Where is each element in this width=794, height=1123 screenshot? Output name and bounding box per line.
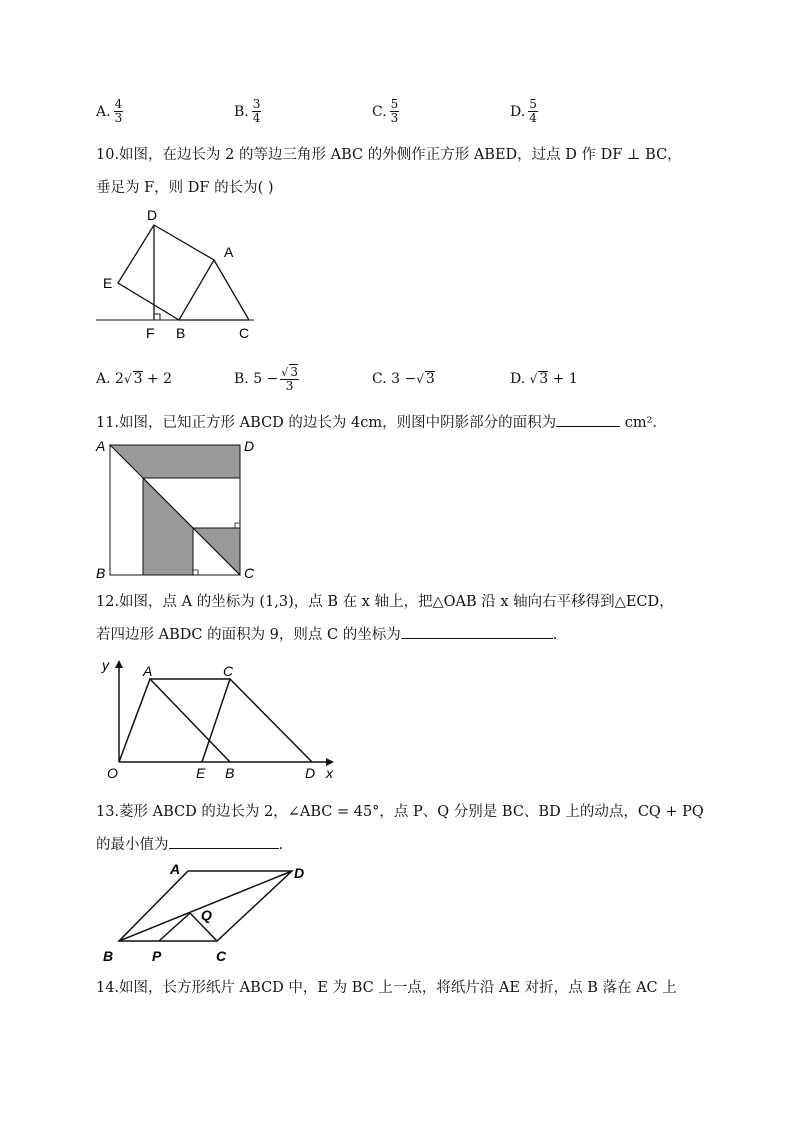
label-p: P <box>152 948 162 964</box>
label-a: A <box>224 244 234 260</box>
q10-option-a: A. 2√ 3 + 2 <box>96 371 173 387</box>
label-x: x <box>326 765 333 781</box>
q11-question: 11.如图，已知正方形 ABCD 的边长为 4cm，则图中阴影部分的面积为 <box>96 415 557 431</box>
right-angle-mark <box>193 570 198 575</box>
label-b: B <box>225 765 235 781</box>
option-label: C. <box>372 103 387 120</box>
label-c: C <box>239 325 250 341</box>
q13-line1: 13.菱形 ABCD 的边长为 2，∠ABC = 45°，点 P、Q 分别是 BC、BD 上的动点，CQ + PQ <box>96 804 704 820</box>
radicand: 3 <box>133 371 143 387</box>
option-label: B. <box>234 370 249 387</box>
q11-text <box>96 411 657 432</box>
fraction <box>252 98 262 125</box>
q9-option-d <box>510 98 538 125</box>
label-q: Q <box>201 907 212 923</box>
label-d: D <box>244 438 255 454</box>
triangle-abc <box>179 260 249 320</box>
label-b: B <box>176 325 186 341</box>
label-c: C <box>216 948 227 964</box>
q12-line2 <box>96 623 557 644</box>
label-f: F <box>146 325 155 341</box>
label-y: y <box>102 657 109 673</box>
label-e: E <box>196 765 206 781</box>
option-label: B. <box>234 103 249 120</box>
option-label: C. <box>372 371 387 387</box>
shaded-top <box>110 445 240 478</box>
numerator: 4 <box>114 97 123 111</box>
right-angle-mark <box>154 314 160 320</box>
q12-figure <box>98 654 348 784</box>
q12-question: 若四边形 ABDC 的面积为 9，则点 C 的坐标为 <box>96 627 401 643</box>
square-abed <box>118 225 214 320</box>
option-label: D. <box>510 371 526 387</box>
coef: 2 <box>115 371 124 387</box>
right-angle-mark <box>235 523 240 528</box>
numerator: 5 <box>529 97 537 111</box>
label-a: A <box>96 438 106 454</box>
fraction: $\frac{√ 3}{3}$ <box>281 365 298 393</box>
q10-line1: 10.如图，在边长为 2 的等边三角形 ABC 的外侧作正方形 ABED，过点 D 作 DF ⊥ BC， <box>96 147 682 163</box>
option-pre: 5 − <box>253 370 279 387</box>
q13-line2 <box>96 833 283 854</box>
q14-line1: 14.如图，长方形纸片 ABCD 中，E 为 BC 上一点，将纸片沿 AE 对折，点 B 落在 AC 上 <box>96 980 677 996</box>
denominator: 3 <box>114 111 123 125</box>
denominator: 3 <box>390 111 399 125</box>
q11-figure <box>92 436 262 582</box>
q13-question: 的最小值为 <box>96 837 169 853</box>
option-rest: + 2 <box>142 371 173 387</box>
option-label: D. <box>510 103 526 120</box>
label-d: D <box>305 765 316 781</box>
q10-option-c: C. 3 −√ 3 <box>372 371 435 387</box>
label-e: E <box>103 275 113 291</box>
diagonal-bd <box>119 871 292 941</box>
label-b: B <box>103 948 114 964</box>
radicand: 3 <box>290 365 298 379</box>
fraction <box>114 98 124 125</box>
q10-figure <box>94 205 264 345</box>
numerator: 5 <box>390 97 399 111</box>
triangle-oab <box>119 679 230 762</box>
label-o: O <box>107 765 118 781</box>
q10-option-d: D. √ 3 + 1 <box>510 371 578 387</box>
denominator: 4 <box>529 111 537 125</box>
q10-line2: 垂足为 F，则 DF 的长为( ) <box>96 180 274 196</box>
label-c: C <box>223 663 234 679</box>
q9-option-b <box>234 98 261 125</box>
answer-blank <box>401 638 553 639</box>
denominator: 4 <box>252 111 261 125</box>
denominator: 3 <box>285 379 294 393</box>
q13-end: . <box>278 837 284 853</box>
label-c: C <box>244 565 255 581</box>
option-label: A. <box>96 371 111 387</box>
label-b: B <box>96 565 106 581</box>
answer-blank <box>556 426 620 427</box>
fraction <box>390 98 400 125</box>
fraction <box>528 98 538 125</box>
y-axis-arrow <box>115 660 123 668</box>
q12-end: . <box>552 627 558 643</box>
numerator: 3 <box>252 97 261 111</box>
q10-option-b <box>234 364 299 393</box>
q9-option-a <box>96 98 123 125</box>
label-d: D <box>294 865 305 881</box>
q12-line1: 12.如图，点 A 的坐标为 (1,3)，点 B 在 x 轴上，把△OAB 沿 x 轴向右平移得到△ECD， <box>96 594 674 610</box>
q13-figure <box>100 858 320 968</box>
radicand: 3 <box>539 371 549 387</box>
q9-option-c <box>372 98 399 125</box>
option-pre: 3 − <box>391 371 417 387</box>
shaded-left <box>143 478 193 575</box>
q11-unit: cm². <box>624 415 658 431</box>
label-a: A <box>170 861 181 877</box>
label-a: A <box>143 663 153 679</box>
label-d: D <box>147 207 158 223</box>
radicand: 3 <box>425 371 435 387</box>
option-rest: + 1 <box>548 371 578 387</box>
answer-blank <box>169 848 279 849</box>
option-label: A. <box>96 103 111 120</box>
